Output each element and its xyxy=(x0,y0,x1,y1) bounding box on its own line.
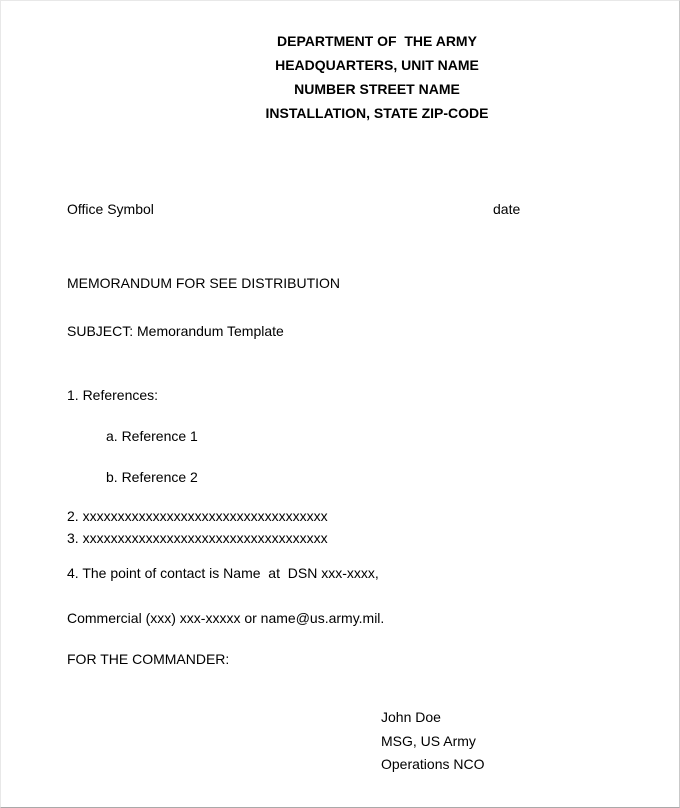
letterhead-line-street: NUMBER STREET NAME xyxy=(294,81,460,97)
signature-name: John Doe xyxy=(381,709,441,725)
office-symbol-text: Office Symbol xyxy=(67,201,154,217)
subject-line: SUBJECT: Memorandum Template xyxy=(67,323,284,339)
letterhead-line-department: DEPARTMENT OF THE ARMY xyxy=(277,33,477,49)
reference-heading: 1. References: xyxy=(67,387,159,403)
signature-rank: MSG, US Army xyxy=(381,733,476,749)
paragraph-4: 4. The point of contact is Name at DSN xxx-xxxx, xyxy=(67,565,379,581)
date-text: date xyxy=(493,201,521,217)
reference-item-a: a. Reference 1 xyxy=(106,428,198,444)
signature-title: Operations NCO xyxy=(381,756,485,772)
reference-item-b: b. Reference 2 xyxy=(106,469,198,485)
letterhead-line-installation: INSTALLATION, STATE ZIP-CODE xyxy=(265,105,489,121)
paragraph-4-continuation: Commercial (xxx) xxx-xxxxx or name@us.army.mil. xyxy=(67,610,385,626)
memorandum-for-line: MEMORANDUM FOR SEE DISTRIBUTION xyxy=(67,275,341,291)
paragraph-2: 2. xxxxxxxxxxxxxxxxxxxxxxxxxxxxxxxxxxx xyxy=(67,508,328,524)
for-the-commander-line: FOR THE COMMANDER: xyxy=(67,651,230,667)
letterhead-line-headquarters: HEADQUARTERS, UNIT NAME xyxy=(275,57,479,73)
paragraph-3: 3. xxxxxxxxxxxxxxxxxxxxxxxxxxxxxxxxxxx xyxy=(67,530,328,546)
